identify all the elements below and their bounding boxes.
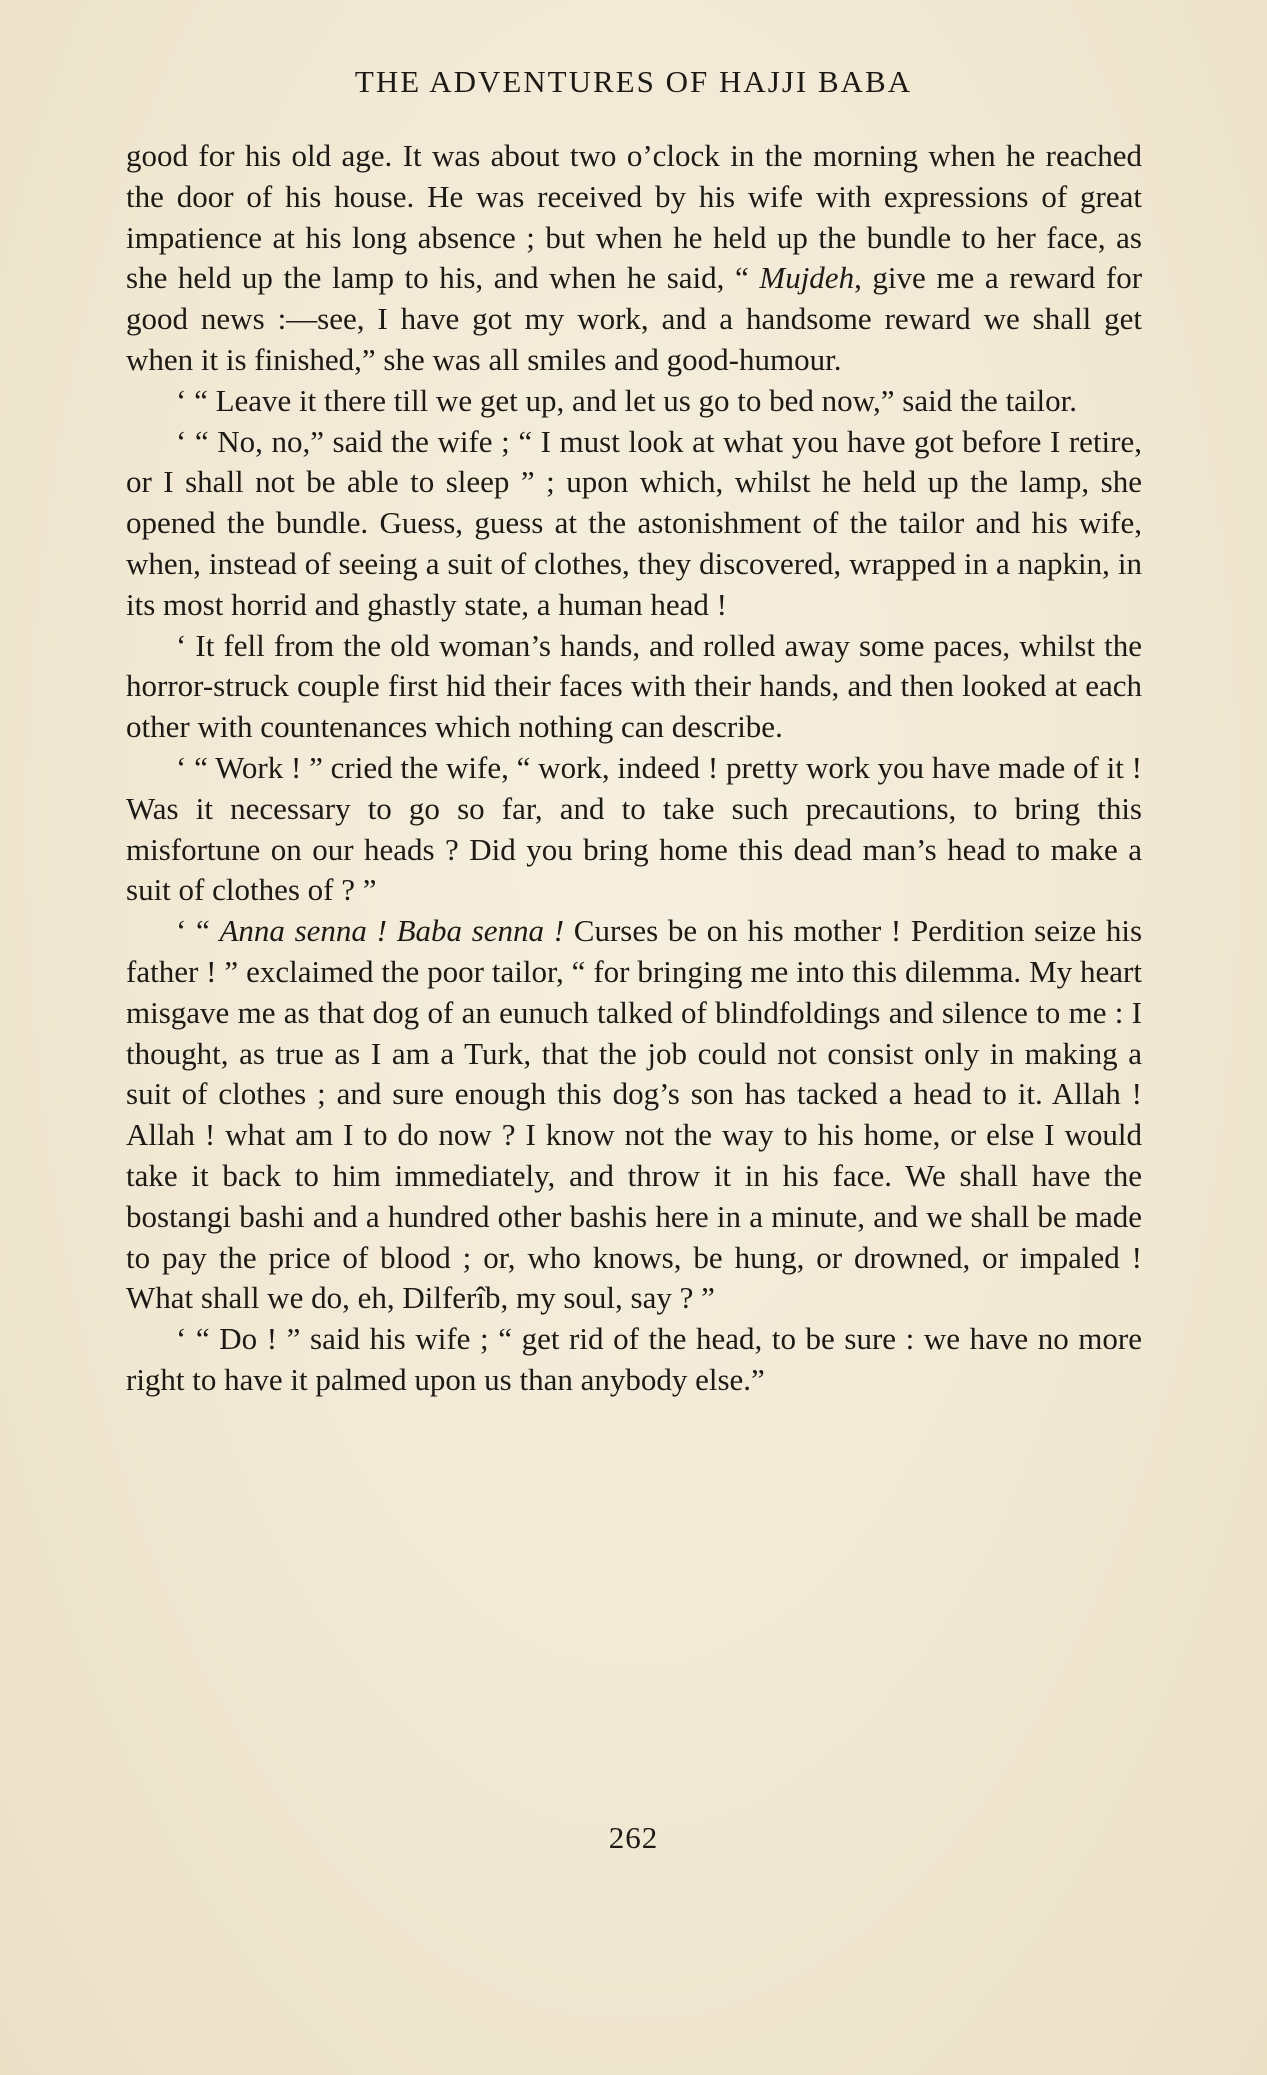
paragraph <box>126 626 1142 748</box>
paragraph <box>126 1319 1142 1401</box>
text-segment: ‘ “ No, no,” said the wife ; “ I must look at what you have got before I retire, or I shall not be able to sleep ” ; upon which, whilst he held up the lamp, she opened the bundle. Guess, guess at the astonishment of the tailor and his wife, when, instead of seeing a suit of clothes, they discovered, wrapped in a napkin, in its most horrid and ghastly state, a human head ! <box>126 423 1142 622</box>
text-segment: ‘ “ Work ! ” cried the wife, “ work, indeed ! pretty work you have made of it ! Was it necessary to go so far, and to take such precautions, to bring this misfortune on our heads ? Did you bring home this dead man’s head to make a suit of clothes of ? ” <box>126 749 1142 908</box>
paragraph <box>126 381 1142 422</box>
text-segment: , give me a reward for good news :—see, I have got my work, and a handsome reward we shall get when it is finished,” she was all smiles and good-humour. <box>126 260 1143 377</box>
text-segment: ‘ “ Do ! ” said his wife ; “ get rid of the head, to be sure : we have no more right to have it palmed upon us than anybody else.” <box>126 1321 1142 1397</box>
page-number: 262 <box>608 1820 659 1855</box>
text-segment: Curses be on his mother ! Perdition seize his father ! ” exclaimed the poor tailor, “ for bringing me into this dilemma. My heart misgave me as that dog of an eunuch talked of blindfoldings and silence to me : I thought, as true as I am a Turk, that the job could not consist only in making a suit of clothes ; and sure enough this dog’s son has tacked a head to it. Allah ! Allah ! what am I to do now ? I know not the way to his home, or else I would take it back to him immediately, and throw it in his face. We shall have the bostangi bashi and a hundred other bashis here in a minute, and we shall be made to pay the price of blood ; or, who knows, be hung, or drowned, or impaled ! What shall we do, eh, Dilferîb, my soul, say ? ” <box>126 913 1143 1316</box>
paragraph <box>126 136 1142 381</box>
running-head: THE ADVENTURES OF HAJJI BABA <box>354 64 913 99</box>
body-text <box>126 136 1142 1401</box>
text-segment: ‘ It fell from the old woman’s hands, and rolled away some paces, whilst the horror-struck couple first hid their faces with their hands, and then looked at each other with countenances which nothing can describe. <box>126 627 1142 745</box>
text-segment: good for his old age. It was about two o’clock in the morning when he reached the door of his house. He was received by his wife with expressions of great impatience at his long absence ; but when he held up the bundle to her face, as she held up the lamp to his, and when he said, “ <box>126 138 1142 296</box>
text-segment: ‘ “ Leave it there till we get up, and let us go to bed now,” said the tailor. <box>176 382 1078 418</box>
paragraph <box>126 911 1142 1319</box>
italic-segment: Mujdeh <box>759 260 855 296</box>
paragraph <box>126 748 1142 911</box>
text-segment: ‘ “ <box>176 913 220 949</box>
italic-segment: Anna senna ! Baba senna ! <box>219 913 565 949</box>
paragraph <box>126 422 1142 626</box>
